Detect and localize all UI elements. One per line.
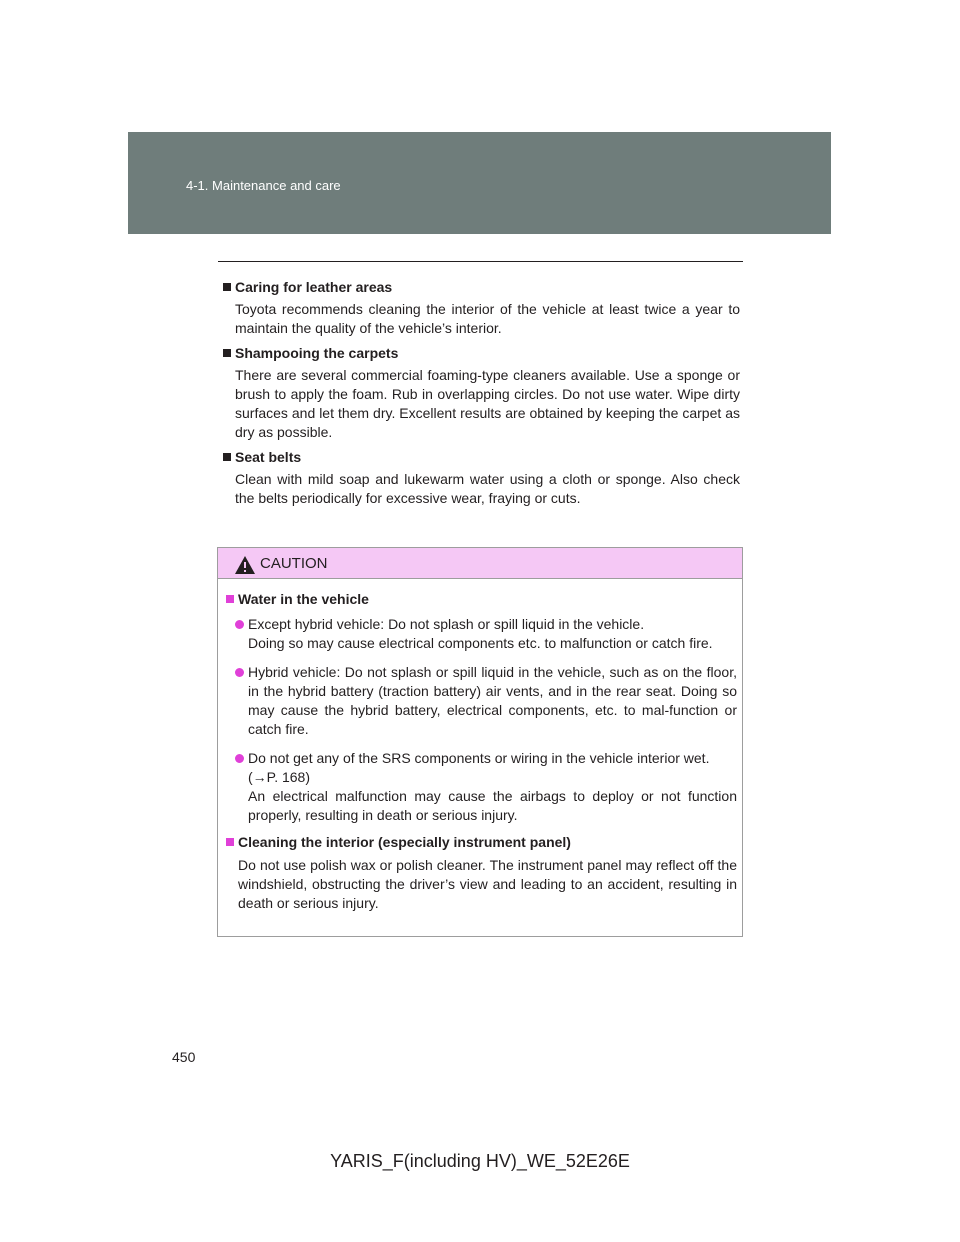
caution-header	[218, 548, 742, 579]
bullet-text: Doing so may cause electrical components etc. to malfunction or catch fire.	[248, 635, 713, 651]
bullet-text: An electrical malfunction may cause the airbags to deploy or not function properly, resulting in death or serious injury.	[248, 788, 737, 823]
square-bullet-icon	[223, 349, 231, 357]
caution-body	[223, 590, 737, 913]
section-heading-text: Seat belts	[235, 449, 302, 465]
round-bullet-icon	[235, 620, 244, 629]
round-bullet-icon	[235, 754, 244, 763]
caution-heading	[223, 590, 737, 609]
page-number: 450	[172, 1049, 196, 1065]
square-bullet-icon	[223, 453, 231, 461]
section-text: Clean with mild soap and lukewarm water using a cloth or sponge. Also check the belts periodically for excessive wear, fraying or cuts.	[235, 471, 740, 506]
caution-text: Do not use polish wax or polish cleaner. The instrument panel may reflect off the windshield, obstructing the driver’s view and leading to an accident, resulting in death or serious injury.	[238, 857, 737, 911]
section-leather	[220, 278, 740, 338]
section-title: 4-1. Maintenance and care	[186, 178, 341, 193]
section-heading	[220, 344, 740, 363]
caution-title: CAUTION	[260, 555, 328, 572]
caution-bullet	[223, 749, 737, 825]
page-reference: (→P. 168)	[248, 769, 310, 785]
caution-heading	[223, 833, 737, 852]
round-bullet-icon	[235, 668, 244, 677]
square-bullet-icon	[223, 283, 231, 291]
caution-bullet	[223, 663, 737, 739]
caution-heading-text: Water in the vehicle	[238, 591, 369, 607]
section-heading	[220, 448, 740, 467]
square-bullet-icon	[226, 595, 234, 603]
bullet-text: Do not get any of the SRS components or wiring in the vehicle interior wet.	[248, 750, 710, 766]
main-content	[220, 278, 740, 514]
section-text: There are several commercial foaming-type cleaners available. Use a sponge or brush to apply the foam. Rub in overlapping circles. Do not use water. Wipe dirty surfaces and let them dry. Excellent results are obtained by keeping the carpet as dry as possible.	[235, 367, 740, 440]
bullet-text: Except hybrid vehicle: Do not splash or spill liquid in the vehicle.	[248, 616, 645, 632]
square-bullet-icon	[226, 838, 234, 846]
section-heading	[220, 278, 740, 297]
section-text: Toyota recommends cleaning the interior of the vehicle at least twice a year to maintain the quality of the vehicle’s interior.	[235, 301, 740, 336]
footer-code: YARIS_F(including HV)_WE_52E26E	[330, 1151, 630, 1171]
bullet-text: Hybrid vehicle: Do not splash or spill liquid in the vehicle, such as on the floor, in the hybrid battery (traction battery) air vents, and in the rear seat. Doing so may cause the hybrid battery, electrical components, etc. to mal-function or catch fire.	[248, 664, 737, 737]
section-seat-belts	[220, 448, 740, 508]
warning-triangle-icon	[234, 555, 256, 575]
caution-bullet	[223, 615, 737, 653]
caution-heading-text: Cleaning the interior (especially instrument panel)	[238, 834, 571, 850]
section-heading-text: Shampooing the carpets	[235, 345, 399, 361]
section-carpets	[220, 344, 740, 442]
header-band	[128, 132, 831, 234]
section-heading-text: Caring for leather areas	[235, 279, 393, 295]
divider	[218, 261, 743, 262]
caution-box	[217, 547, 743, 937]
